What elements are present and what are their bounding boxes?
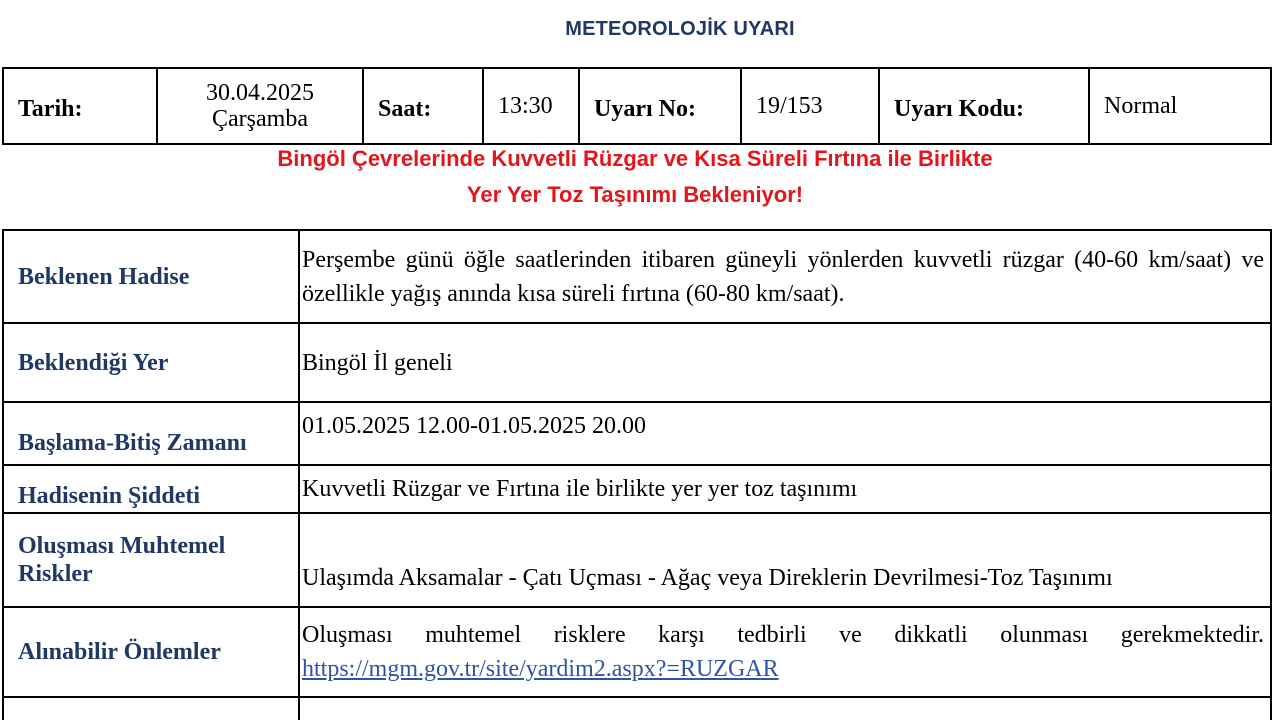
- date-cell: [157, 68, 363, 144]
- headline-line-1: Bingöl Çevrelerinde Kuvvetli Rüzgar ve Kısa Süreli Fırtına ile Birlikte: [277, 146, 993, 171]
- table-row: [3, 402, 1271, 465]
- precautions-cell: [299, 607, 1271, 697]
- warning-details-table: [2, 229, 1272, 720]
- possible-risks-label: Oluşması Muhtemel Riskler: [3, 513, 299, 607]
- precautions-value: Oluşması muhtemel risklere karşı tedbirli ve dikkatli olunması gerekmektedir.: [302, 622, 1264, 648]
- expected-place-label: Beklendiği Yer: [3, 323, 299, 402]
- start-end-time-value: 01.05.2025 12.00-01.05.2025 20.00: [299, 402, 1271, 465]
- date-label: Tarih:: [3, 68, 157, 144]
- headline-line-2: Yer Yer Toz Taşınımı Bekleniyor!: [466, 182, 804, 207]
- time-value: 13:30: [483, 68, 579, 144]
- warning-no-label: Uyarı No:: [579, 68, 741, 144]
- warning-code-value: Normal: [1089, 68, 1271, 144]
- warning-code-label: Uyarı Kodu:: [879, 68, 1089, 144]
- warning-no-value: 19/153: [741, 68, 879, 144]
- start-end-time-label: Başlama-Bitiş Zamanı: [3, 402, 299, 465]
- table-row: [3, 465, 1271, 513]
- severity-value: Kuvvetli Rüzgar ve Fırtına ile birlikte yer yer toz taşınımı: [299, 465, 1271, 513]
- table-row: [3, 230, 1271, 323]
- possible-risks-value: Ulaşımda Aksamalar - Çatı Uçması - Ağaç veya Direklerin Devrilmesi-Toz Taşınımı: [299, 513, 1271, 607]
- empty-label-cell: [3, 697, 299, 720]
- time-label: Saat:: [363, 68, 483, 144]
- severity-label: Hadisenin Şiddeti: [3, 465, 299, 513]
- expected-event-value: Perşembe günü öğle saatlerinden itibaren güneyli yönlerden kuvvetli rüzgar (40-60 km/saat) ve özellikle yağış anında kısa süreli fırtına (60-80 km/saat).: [299, 230, 1271, 323]
- date-value: 30.04.2025: [206, 80, 314, 106]
- expected-event-label: Beklenen Hadise: [3, 230, 299, 323]
- table-row: [3, 323, 1271, 402]
- empty-value-cell: [299, 697, 1271, 720]
- document-title: METEOROLOJİK UYARI: [565, 18, 795, 40]
- help-link[interactable]: https://mgm.gov.tr/site/yardim2.aspx?=RUZGAR: [302, 656, 779, 682]
- expected-place-value: Bingöl İl geneli: [299, 323, 1271, 402]
- table-row: [3, 607, 1271, 697]
- table-row: [3, 513, 1271, 607]
- precautions-label: Alınabilir Önlemler: [3, 607, 299, 697]
- table-row: [3, 697, 1271, 720]
- warning-header-table: [2, 67, 1272, 145]
- day-value: Çarşamba: [212, 106, 308, 132]
